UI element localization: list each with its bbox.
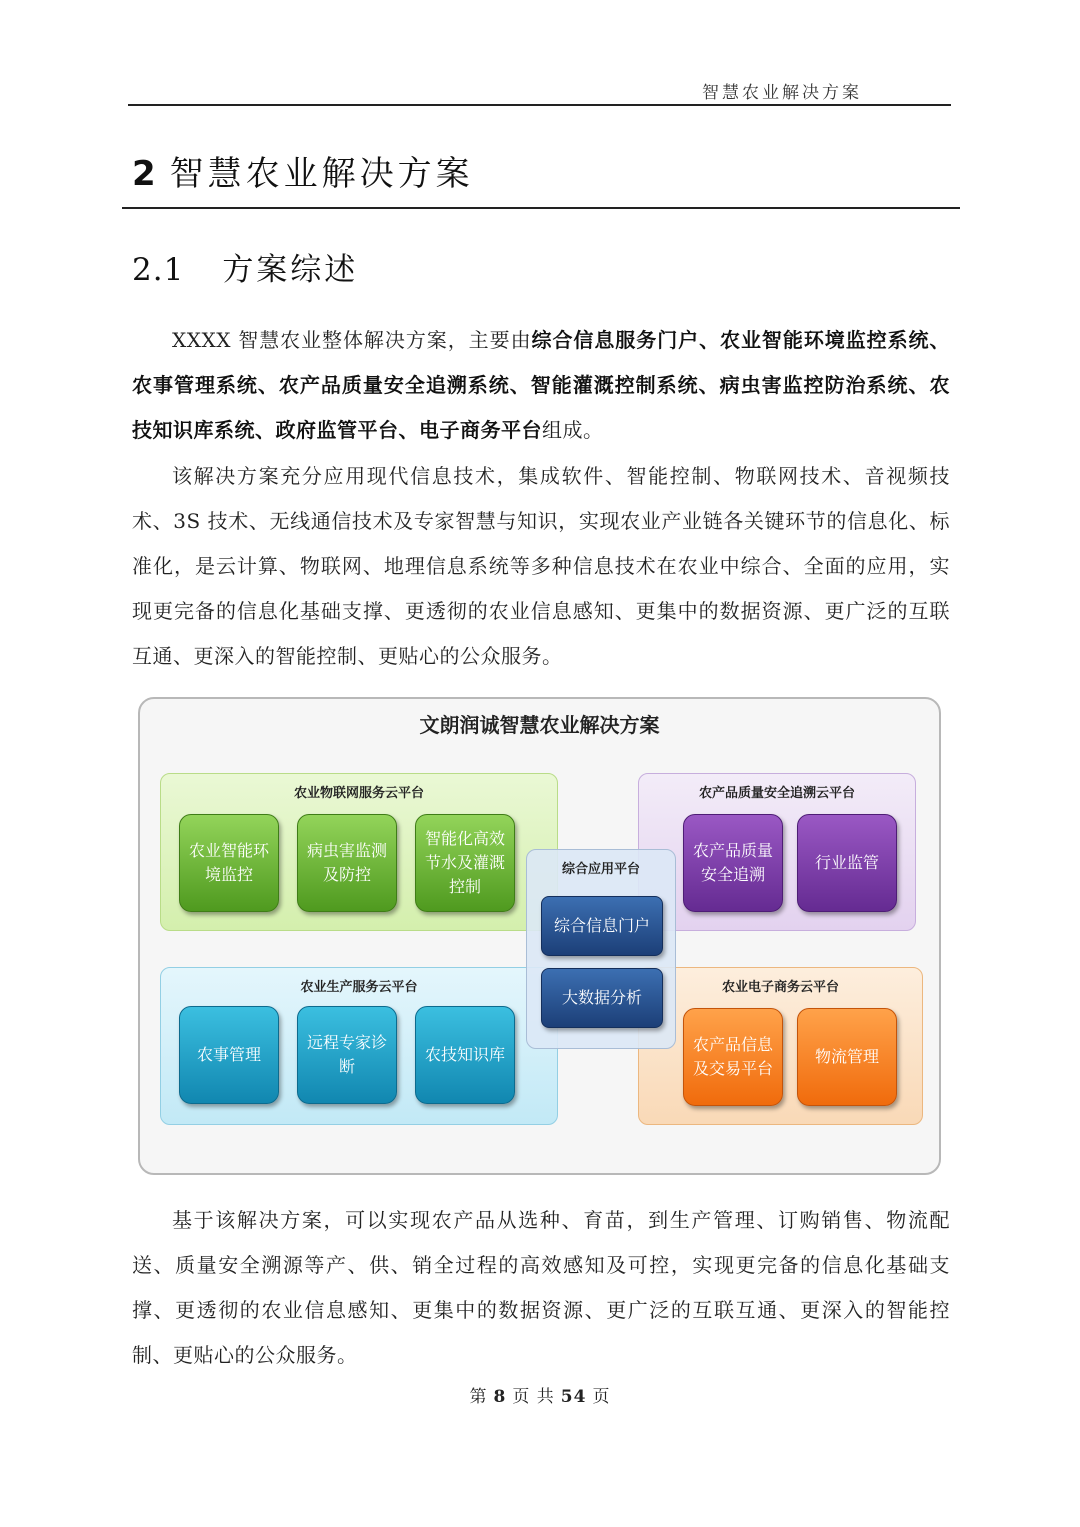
traceability-item-quality: 农产品质量安全追溯: [683, 814, 783, 912]
paragraph-intro: [132, 318, 950, 453]
production-item-knowledge-base: 农技知识库: [415, 1006, 515, 1104]
footer-page-number: 8: [493, 1387, 507, 1407]
diagram-title: 文朗润诚智慧农业解决方案: [419, 713, 660, 737]
page-footer: [0, 1382, 1080, 1407]
section-title-text: 方案综述: [222, 252, 359, 288]
chapter-rule: [122, 207, 960, 209]
production-item-remote-diagnosis: 远程专家诊断: [297, 1006, 397, 1104]
header-rule: [128, 104, 951, 106]
running-header: 智慧农业解决方案: [702, 83, 862, 103]
traceability-item-regulation: 行业监管: [797, 814, 897, 912]
ecommerce-platform-title: 农业电子商务云平台: [721, 980, 839, 995]
production-platform-title: 农业生产服务云平台: [300, 980, 418, 995]
traceability-platform-title: 农产品质量安全追溯云平台: [698, 786, 855, 801]
production-platform-group: [160, 967, 558, 1125]
chapter-title-text: 智慧农业解决方案: [169, 154, 474, 194]
iot-platform-title: 农业物联网服务云平台: [293, 786, 424, 801]
production-item-farm-management: 农事管理: [179, 1006, 279, 1104]
iot-item-irrigation: 智能化高效节水及灌溉控制: [415, 814, 515, 912]
footer-prefix: 第: [469, 1387, 488, 1407]
center-platform-title: 综合应用平台: [561, 862, 640, 877]
footer-middle: 页 共: [512, 1387, 555, 1407]
chapter-title: [132, 146, 474, 195]
paragraph-intro-lead: XXXX 智慧农业整体解决方案，主要由: [172, 328, 532, 352]
paragraph-technology: 该解决方案充分应用现代信息技术，集成软件、智能控制、物联网技术、音视频技术、3S 技术、无线通信技术及专家智慧与知识，实现农业产业链各关键环节的信息化、标准化，是云计算、物联网、地理信息系统等多种信息技术在农业中综合、全面的应用，实现更完备的信息化基础支撑、更透彻的农业信息感知、更集中的数据资源、更广泛的互联互通、更深入的智能控制、更贴心的公众服务。: [132, 464, 950, 668]
section-title: [132, 244, 358, 289]
ecommerce-platform-group: [638, 967, 923, 1125]
paragraph-intro-tail: 组成。: [542, 418, 604, 442]
footer-suffix: 页: [592, 1387, 611, 1407]
iot-item-pest-control: 病虫害监测及防控: [297, 814, 397, 912]
iot-platform-group: [160, 773, 558, 931]
center-platform-group: [526, 849, 676, 1049]
center-item-big-data: 大数据分析: [541, 968, 663, 1028]
footer-total-pages: 54: [560, 1387, 587, 1407]
traceability-platform-group: [638, 773, 916, 931]
ecommerce-item-trading: 农产品信息及交易平台: [683, 1008, 783, 1106]
solution-diagram: [138, 697, 941, 1175]
ecommerce-item-logistics: 物流管理: [797, 1008, 897, 1106]
center-item-portal: 综合信息门户: [541, 896, 663, 956]
iot-item-env-monitor: 农业智能环境监控: [179, 814, 279, 912]
chapter-number: 2: [132, 154, 156, 194]
paragraph-intro-bold: 综合信息服务门户、农业智能环境监控系统、农事管理系统、农产品质量安全追溯系统、智能灌溉控制系统、病虫害监控防治系统、农技知识库系统、政府监管平台、电子商务平台: [132, 328, 951, 442]
section-number: 2.1: [132, 252, 185, 288]
paragraph-benefits: 基于该解决方案，可以实现农产品从选种、育苗，到生产管理、订购销售、物流配送、质量安全溯源等产、供、销全过程的高效感知及可控，实现更完备的信息化基础支撑、更透彻的农业信息感知、更集中的数据资源、更广泛的互联互通、更深入的智能控制、更贴心的公众服务。: [132, 1208, 950, 1367]
